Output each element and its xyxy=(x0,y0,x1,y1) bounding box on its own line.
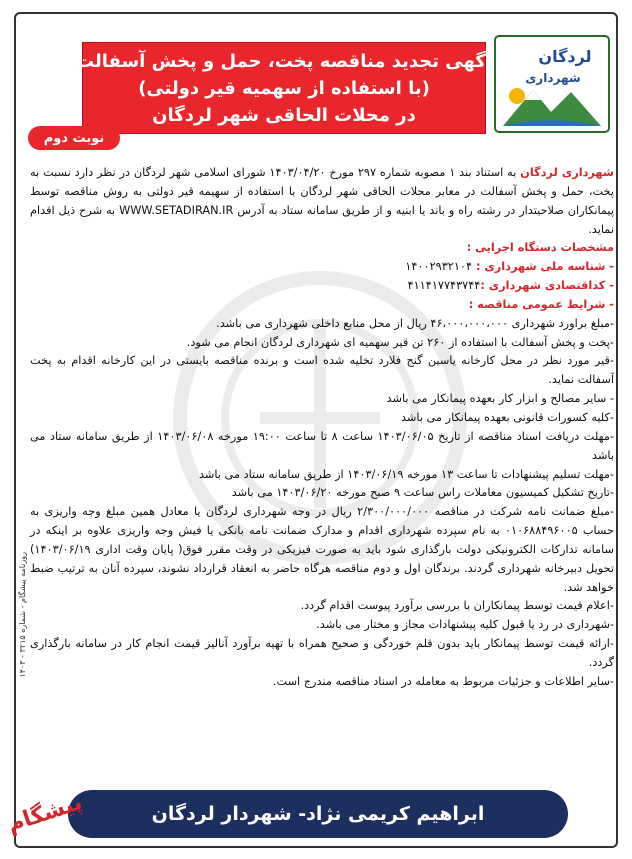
notice-round-badge: نوبت دوم xyxy=(28,126,120,150)
executive-heading: مشخصات دستگاه اجرایی : xyxy=(466,241,614,255)
org-name: شهرداری لردگان xyxy=(520,166,614,179)
national-id-value: ۱۴۰۰۲۹۳۲۱۰۴ xyxy=(405,260,473,274)
svg-text:پیشگام: پیشگام xyxy=(4,790,86,838)
publication-sidebar xyxy=(16,490,28,740)
general-conditions-heading: - شرایط عمومی مناقصه : xyxy=(468,297,614,311)
intro-text: به استناد بند ۱ مصوبه شماره ۲۹۷ مورخ ۱۴۰۳/۰۴/۲۰ شورای اسلامی شهر لردگان در نظر دارد نسبت به پخت، حمل و پخش آسفالت در معابر محلات الحاقی شهر لردگان با استفاده از سهیمه قیر دولتی به روش مناقصه توسط پیمانکاران صلاحیتدار در رشته راه و باند یا ابنیه و از طریق سامانه ستاد به آدرس WWW.SETADIRAN.IR به شرح ذیل اقدام نماید. xyxy=(30,166,614,236)
condition-item: -مهلت دریافت اسناد مناقصه از تاریخ ۱۴۰۳/۰۶/۰۵ ساعت ۸ تا ساعت ۱۹:۰۰ مورخه ۱۴۰۳/۰۶/۰۸ از طریق سامانه ستاد می باشد xyxy=(30,429,614,462)
intro-paragraph xyxy=(30,164,614,239)
condition-item: - سایر مصالح و ابزار کار بعهده پیمانکار می باشد xyxy=(386,392,614,406)
municipality-logo-icon xyxy=(493,34,611,134)
signature-banner xyxy=(68,790,568,838)
national-id-label: - شناسه ملی شهرداری : xyxy=(472,260,614,274)
sidebar-text: روزنامه پیشگام - شماره ۳۲۱۵ - ۱۴۰۳ xyxy=(17,552,27,678)
national-id-row xyxy=(30,258,614,277)
condition-item: -سایر اطلاعات و جزئیات مربوط به معامله در اسناد مناقصه مندرج است. xyxy=(272,674,614,688)
condition-item: -پخت و پخش آسفالت با استفاده از ۲۶۰ تن قیر سهمیه ای شهرداری لردگان انجام می شود. xyxy=(186,335,614,349)
title-line-1: آگهی تجدید مناقصه پخت، حمل و پخش آسفالت xyxy=(75,50,493,72)
condition-item: -شهرداری در رد یا قبول کلیه پیشنهادات مجاز و مختار می باشد. xyxy=(316,618,614,632)
condition-item: -مبلغ براورد شهرداری ۴۶،۰۰۰،۰۰۰،۰۰۰ ریال از محل منابع داخلی شهرداری می باشد. xyxy=(216,316,614,330)
title-line-3: در محلات الحاقی شهر لردگان xyxy=(152,104,416,126)
newspaper-brand-logo-icon xyxy=(2,760,92,856)
ad-body xyxy=(30,164,614,692)
condition-item: -مبلغ ضمانت نامه شرکت در مناقصه ۲/۳۰۰/۰۰۰/۰۰۰ ریال در وجه شهرداری لردگان یا معادل همین مبلغ وجه واریزی به حساب ۰۱۰۶۸۸۴۹۶۰۰۵ به نام سپرده شهرداری اقدام و مدارک ضمانت نامه بانکی یا فیش وجه واریزی علاوه بر اینکه در سامانه تدارکات الکترونیکی دولت بارگذاری شود باید به صورت فیزیکی در وقت مقرر فوق( پایان وقت اداری ۱۴۰۳/۰۶/۱۹) تحویل دبیرخانه شهرداری گردند. برندگان اول و دوم مناقصه هرگاه حاضر به انعقاد قرارداد نشوند، سپرده آنان به ترتیب ضبط خواهد شد. xyxy=(30,505,614,594)
title-line-2: (با استفاده از سهمیه قیر دولتی) xyxy=(138,77,430,99)
economic-code-label: - کداقتصادی شهرداری : xyxy=(480,279,614,293)
svg-text:شهرداری: شهرداری xyxy=(525,71,581,85)
mayor-signature: ابراهیم کریمی نژاد- شهردار لردگان xyxy=(151,803,485,825)
condition-item: -ارائه قیمت توسط پیمانکار باید بدون قلم خوردگی و صحیح همراه با تهیه برآورد آنالیز قیمت انجام کار در سامانه بارگذاری گردد. xyxy=(30,637,614,669)
condition-item: -تاریخ تشکیل کمیسیون معاملات راس ساعت ۹ صبح مورخه ۱۴۰۳/۰۶/۲۰ می باشد xyxy=(231,486,614,500)
condition-item: -اعلام قیمت توسط پیمانکاران با بررسی برآورد پیوست اقدام گردد. xyxy=(300,599,614,613)
condition-item: -قیر مورد نظر در محل کارخانه یاسین گنج فلارد تخلیه شده است و برنده مناقصه بایستی در این کارخانه اقدام به پخت آسفالت نماید. xyxy=(30,354,614,387)
ad-title-box xyxy=(75,42,493,134)
svg-text:لردگان: لردگان xyxy=(538,47,592,66)
condition-item: -مهلت تسلیم پیشنهادات تا ساعت ۱۳ مورخه ۱۴۰۳/۰۶/۱۹ از طریق سامانه ستاد می باشد xyxy=(198,467,614,481)
condition-item: -کلیه کسورات قانونی بعهده پیمانکار می باشد xyxy=(400,410,614,424)
economic-code-value: ۴۱۱۴۱۷۷۴۳۷۴۴ xyxy=(407,279,481,293)
economic-code-row xyxy=(30,277,614,296)
